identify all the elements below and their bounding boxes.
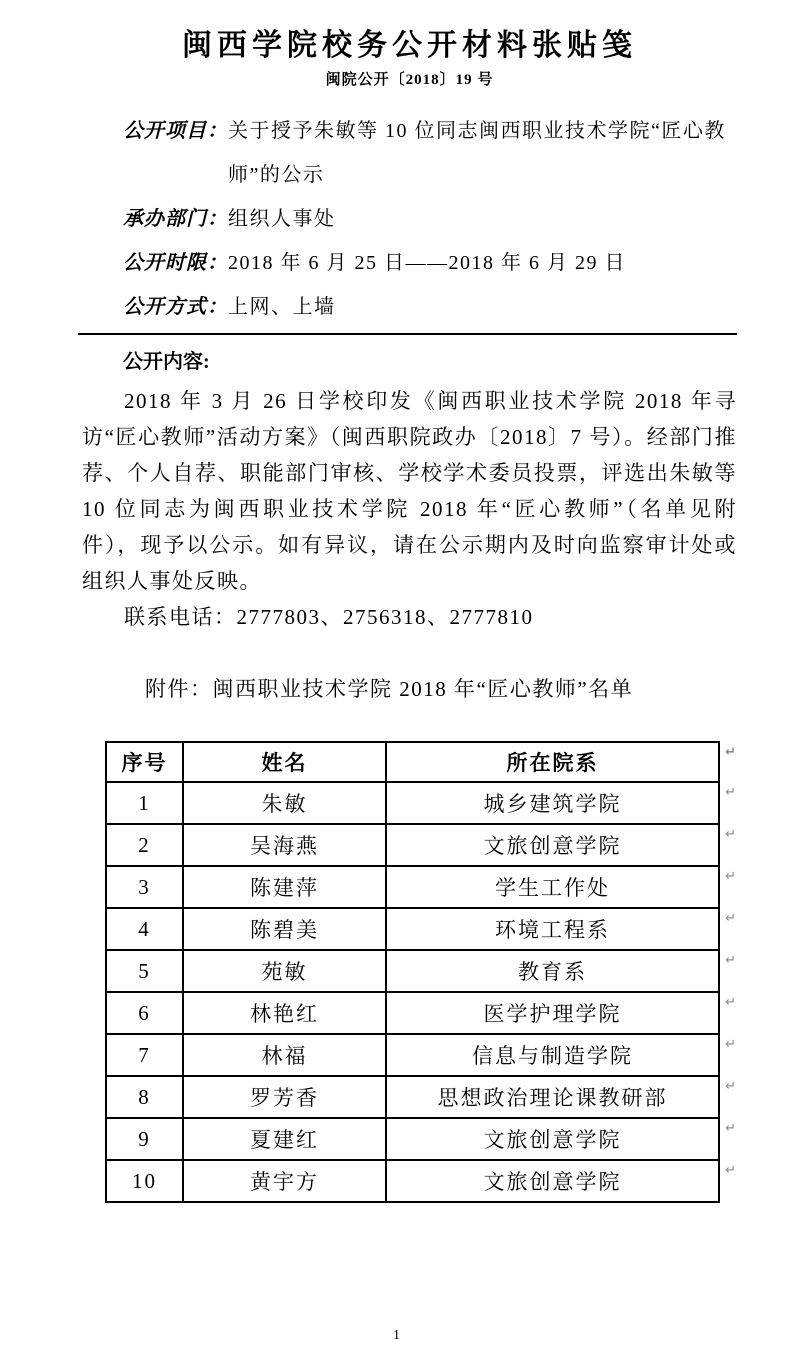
info-block bbox=[82, 109, 737, 329]
table-cell-name: 朱敏 bbox=[183, 782, 386, 824]
table-cell-name: 夏建红 bbox=[183, 1118, 386, 1160]
table-cell-department: 思想政治理论课教研部 ↵ bbox=[386, 1076, 719, 1118]
section-divider bbox=[78, 333, 737, 335]
table-cell-name: 罗芳香 bbox=[183, 1076, 386, 1118]
table-row bbox=[106, 782, 719, 824]
info-label-period: 公开时限： bbox=[123, 252, 228, 274]
roster-table-body bbox=[106, 782, 736, 1202]
table-row bbox=[106, 992, 719, 1034]
page-number: 1 bbox=[393, 1328, 400, 1343]
table-cell-name: 陈建萍 bbox=[183, 866, 386, 908]
table-cell-no: 7 bbox=[106, 1034, 183, 1076]
content-heading: 公开内容: bbox=[123, 351, 210, 373]
table-header-cell: 所在院系 ↵ bbox=[386, 742, 719, 782]
attachment-line: 附件：闽西职业技术学院 2018 年“匠心教师”名单 bbox=[145, 677, 634, 701]
table-cell-no: 3 bbox=[106, 866, 183, 908]
info-value-project: 关于授予朱敏等 10 位同志闽西职业技术学院“匠心教师”的公示 bbox=[228, 120, 726, 186]
table-row bbox=[106, 1160, 719, 1202]
table-cell-department: 教育系 ↵ bbox=[386, 950, 719, 992]
table-cell-name: 黄宇方 bbox=[183, 1160, 386, 1202]
row-end-pilcrow-mark: ↵ bbox=[725, 953, 736, 968]
info-row-method bbox=[82, 285, 737, 329]
content-paragraph: 2018 年 3 月 26 日学校印发《闽西职业技术学院 2018 年寻访“匠心教师”活动方案》（闽西职院政办〔2018〕7 号）。经部门推荐、个人自荐、职能部门审核、学校学术委员投票，评选出朱敏等 10 位同志为闽西职业技术学院 2018 年“匠心教师”（名单见附件），现予以公示。如有异议，请在公示期内及时向监察审计处或组织人事处反映。 bbox=[82, 389, 737, 593]
info-label-department: 承办部门： bbox=[123, 208, 228, 230]
row-end-pilcrow-mark: ↵ bbox=[725, 1163, 736, 1178]
table-cell-department: 环境工程系 ↵ bbox=[386, 908, 719, 950]
row-end-pilcrow-mark: ↵ bbox=[725, 827, 736, 842]
table-row bbox=[106, 824, 719, 866]
table-cell-no: 5 bbox=[106, 950, 183, 992]
info-row-period bbox=[82, 241, 737, 285]
table-cell-no: 4 bbox=[106, 908, 183, 950]
table-cell-no: 9 bbox=[106, 1118, 183, 1160]
table-row bbox=[106, 1034, 719, 1076]
table-cell-name: 林福 bbox=[183, 1034, 386, 1076]
row-end-pilcrow-mark: ↵ bbox=[725, 785, 736, 800]
row-end-pilcrow-mark: ↵ bbox=[725, 911, 736, 926]
table-row bbox=[106, 908, 719, 950]
document-title: 闽西学院校务公开材料张贴笺 bbox=[182, 29, 637, 62]
table-row bbox=[106, 950, 719, 992]
teacher-roster-table bbox=[105, 741, 736, 1203]
table-cell-no: 1 bbox=[106, 782, 183, 824]
row-end-pilcrow-mark: ↵ bbox=[725, 1037, 736, 1052]
table-cell-department: 文旅创意学院 ↵ bbox=[386, 1118, 719, 1160]
table-cell-name: 苑敏 bbox=[183, 950, 386, 992]
row-end-pilcrow-mark: ↵ bbox=[725, 745, 736, 760]
document-number: 闽院公开〔2018〕19 号 bbox=[325, 72, 494, 88]
table-cell-name: 吴海燕 bbox=[183, 824, 386, 866]
table-cell-no: 6 bbox=[106, 992, 183, 1034]
info-value-period: 2018 年 6 月 25 日——2018 年 6 月 29 日 bbox=[228, 252, 626, 274]
row-end-pilcrow-mark: ↵ bbox=[725, 995, 736, 1010]
table-cell-no: 8 bbox=[106, 1076, 183, 1118]
table-cell-name: 林艳红 bbox=[183, 992, 386, 1034]
table-row bbox=[106, 1076, 719, 1118]
row-end-pilcrow-mark: ↵ bbox=[725, 1079, 736, 1094]
row-end-pilcrow-mark: ↵ bbox=[725, 1121, 736, 1136]
table-header-cell: 序号 bbox=[106, 742, 183, 782]
roster-table-head bbox=[106, 742, 736, 782]
table-cell-department: 城乡建筑学院 ↵ bbox=[386, 782, 719, 824]
info-row-project bbox=[82, 109, 737, 197]
info-value-method: 上网、上墙 bbox=[228, 296, 336, 318]
info-value-department: 组织人事处 bbox=[228, 208, 336, 230]
table-cell-no: 10 bbox=[106, 1160, 183, 1202]
table-row bbox=[106, 1118, 719, 1160]
table-cell-department: 文旅创意学院 ↵ bbox=[386, 1160, 719, 1202]
table-cell-department: 学生工作处 ↵ bbox=[386, 866, 719, 908]
table-header-cell: 姓名 bbox=[183, 742, 386, 782]
table-cell-department: 医学护理学院 ↵ bbox=[386, 992, 719, 1034]
info-row-department bbox=[82, 197, 737, 241]
row-end-pilcrow-mark: ↵ bbox=[725, 869, 736, 884]
table-cell-department: 信息与制造学院 ↵ bbox=[386, 1034, 719, 1076]
info-label-method: 公开方式： bbox=[123, 296, 228, 318]
table-cell-name: 陈碧美 bbox=[183, 908, 386, 950]
table-cell-department: 文旅创意学院 ↵ bbox=[386, 824, 719, 866]
table-cell-no: 2 bbox=[106, 824, 183, 866]
table-header-row bbox=[106, 742, 719, 782]
table-row bbox=[106, 866, 719, 908]
info-label-project: 公开项目： bbox=[123, 120, 228, 142]
contact-line: 联系电话：2777803、2756318、2777810 bbox=[124, 605, 534, 629]
